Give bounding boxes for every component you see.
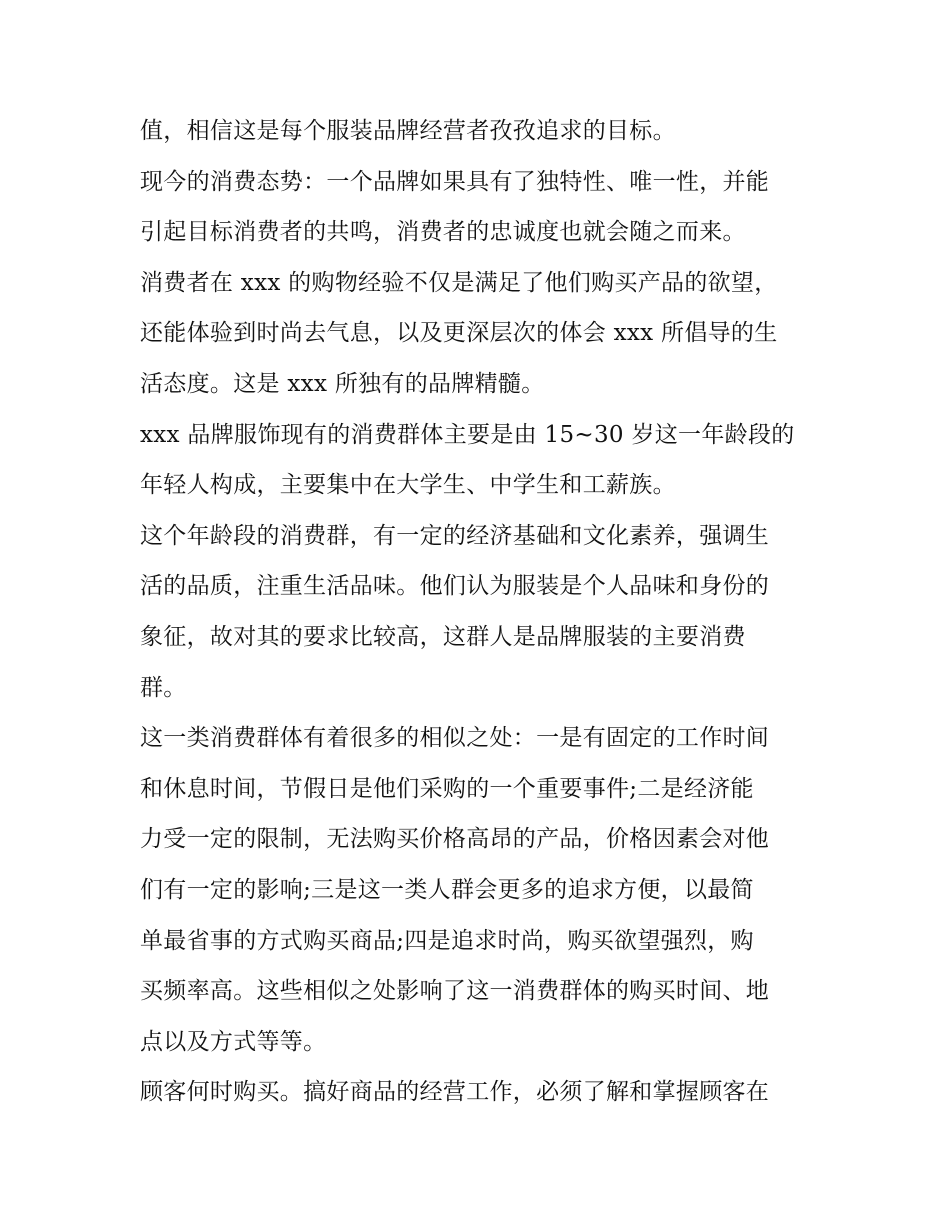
- body-text: [140, 106, 820, 1118]
- text-line: 活态度。这是 xxx 所独有的品牌精髓。: [140, 370, 545, 397]
- text-line: 还能体验到时尚去气息，以及更深层次的体会 xxx 所倡导的生: [140, 320, 778, 347]
- text-line: 现今的消费态势：一个品牌如果具有了独特性、唯一性，并能: [140, 168, 770, 195]
- text-line: 这一类消费群体有着很多的相似之处：一是有固定的工作时间: [140, 725, 770, 752]
- text-line: 象征，故对其的要求比较高，这群人是品牌服装的主要消费: [140, 623, 746, 650]
- text-line: 引起目标消费者的共鸣，消费者的忠诚度也就会随之而来。: [140, 219, 746, 246]
- text-line: 点以及方式等等。: [140, 1028, 327, 1055]
- text-line: 单最省事的方式购买商品;四是追求时尚，购买欲望强烈，购: [140, 927, 754, 954]
- text-line: 买频率高。这些相似之处影响了这一消费群体的购买时间、地: [140, 978, 770, 1005]
- text-line: 值，相信这是每个服装品牌经营者孜孜追求的目标。: [140, 118, 676, 144]
- text-line: 年轻人构成，主要集中在大学生、中学生和工薪族。: [140, 472, 676, 499]
- text-line: 群。: [140, 674, 187, 701]
- text-line: 消费者在 xxx 的购物经验不仅是满足了他们购买产品的欲望，: [140, 269, 778, 296]
- text-line: 活的品质，注重生活品味。他们认为服装是个人品味和身份的: [140, 573, 770, 600]
- text-line: 和休息时间，节假日是他们采购的一个重要事件;二是经济能: [140, 775, 754, 802]
- text-line: 顾客何时购买。搞好商品的经营工作，必须了解和掌握顾客在: [140, 1079, 770, 1106]
- text-line: xxx 品牌服饰现有的消费群体主要是由 15~30 岁这一年龄段的: [140, 421, 795, 448]
- text-line: 力受一定的限制，无法购买价格高昂的产品，价格因素会对他: [140, 826, 770, 853]
- text-line: 们有一定的影响;三是这一类人群会更多的追求方便，以最简: [140, 876, 754, 903]
- text-line: 这个年龄段的消费群，有一定的经济基础和文化素养，强调生: [140, 522, 770, 549]
